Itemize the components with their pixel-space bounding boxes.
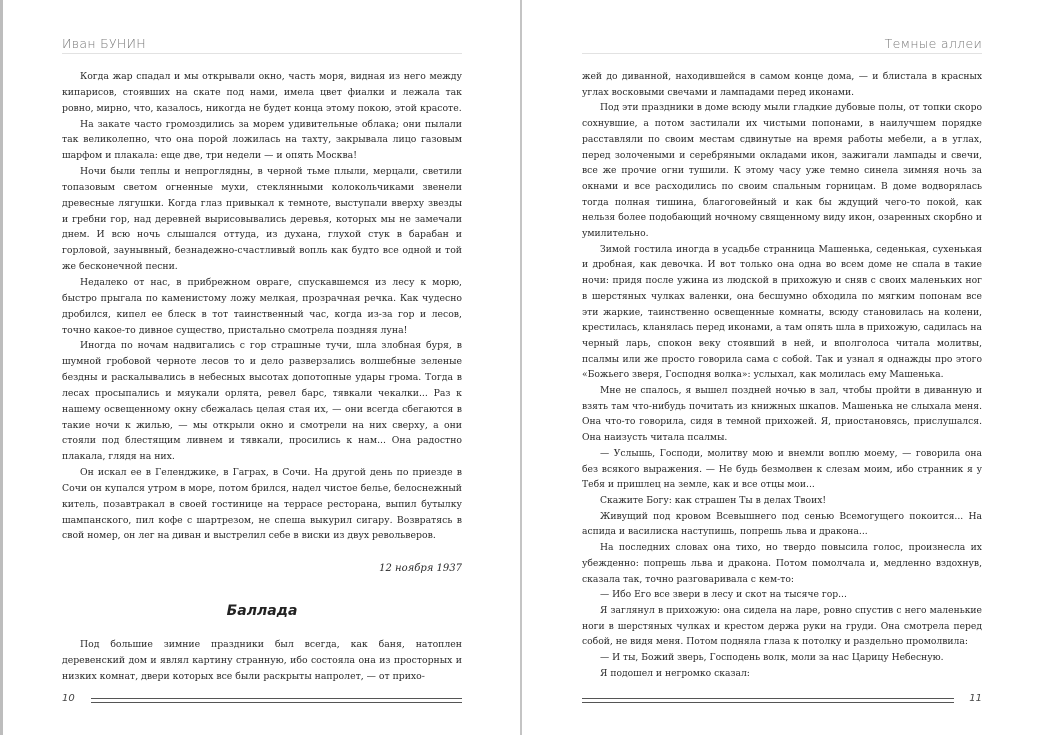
paragraph: — Ибо Его все звери в лесу и скот на тысяче гор... <box>600 589 847 601</box>
paragraph: На последних словах она тихо, но твердо повысила голос, произнесла их убежденно: попрешь льва и дракона. Потом помолчала и, медленно вздохнув, сказала так, точно разговаривала с кем-то: <box>582 542 982 585</box>
paragraph: Скажите Богу: как страшен Ты в делах Твоих! <box>600 494 827 506</box>
paragraph: — И ты, Божий зверь, Господень волк, моли за нас Царицу Небесную. <box>600 652 944 664</box>
page-number: 11 <box>969 693 982 704</box>
paragraph: Когда жар спадал и мы открывали окно, часть моря, видная из него между кипарисов, стоявших на скате под нами, имела цвет фиалки и лежала так ровно, мирно, что, казалось, никогда не будет конца этому покою, этой красоте. <box>62 71 462 114</box>
body-text <box>62 69 462 685</box>
body-text <box>582 69 982 681</box>
left-page <box>62 0 462 735</box>
page-number: 10 <box>62 693 75 704</box>
page-edge-left <box>0 0 3 735</box>
paragraph: Зимой гостила иногда в усадьбе странница Машенька, седенькая, сухенькая и дробная, как девочка. И вот только она одна во всем доме не спала в такие ночи: придя после ужина из людской в прихожую и сняв с своих маленьких ног в шерстяных чулках валенки, она бесшумно обходила по мягким попонам все эти жаркие, таинственно освещенные комнаты, всюду становилась на колени, крестилась, кланялась перед иконами, а там опять шла в прихожую, садилась на черный ларь, спокон веку стоявший в ней, и вполголоса читала молитвы, псалмы или же просто говорила сама с собой. Так и узнал я однажды про этого «Божьего зверя, Господня волка»: услыхал, как молилась ему Машенька. <box>582 243 982 381</box>
right-page <box>582 0 982 735</box>
story-date: 12 ноября 1937 <box>379 563 462 575</box>
paragraph: Ночи были теплы и непроглядны, в черной тьме плыли, мерцали, светили топазовым светом огненные мухи, стеклянными колокольчиками звенели древесные лягушки. Когда глаз привыкал к темноте, выступали вверху звезды и гребни гор, над деревней вырисовывались деревья, которых мы не замечали днем. И всю ночь слышался оттуда, из духана, глухой стук в барабан и горловой, заунывный, безнадежно-счастливый вопль как будто все одной и той же бесконечной песни. <box>62 166 462 273</box>
header-rule <box>62 53 462 54</box>
paragraph: Я подошел и негромко сказал: <box>600 667 750 679</box>
paragraph: Мне не спалось, я вышел поздней ночью в зал, чтобы пройти в диванную и взять там что-нибудь почитать из книжных шкапов. Машенька не слыхала меня. Она что-то говорила, сидя в темной прихожей. Я, приостановясь, прислушался. Она наизусть читала псалмы. <box>582 385 982 444</box>
paragraph: Я заглянул в прихожую: она сидела на ларе, ровно спустив с него маленькие ноги в шерстяных чулках и крестом держа руки на груди. Она смотрела перед собой, не видя меня. Потом подняла глаза к потолку и раздельно промолвила: <box>582 604 982 648</box>
paragraph: — Услышь, Господи, молитву мою и внемли воплю моему, — говорила она без всякого выражения. — Не будь безмолвен к слезам моим, ибо странник я у Тебя и пришлец на земле, как и все отцы мои... <box>582 447 982 491</box>
running-head-author: Иван БУНИН <box>62 36 146 51</box>
story-title: Баллада <box>226 603 298 620</box>
book-gutter <box>520 0 522 735</box>
paragraph: Под большие зимние праздники был всегда, как баня, натоплен деревенский дом и являл картину странную, ибо состояла она из просторных и низких комнат, двери которых все были раскрыты напролет, — от прихо- <box>62 639 462 682</box>
header-rule <box>582 53 982 54</box>
paragraph: Он искал ее в Геленджике, в Гаграх, в Сочи. На другой день по приезде в Сочи он купался утром в море, потом брился, надел чистое белье, белоснежный китель, позавтракал в своей гостинице на террасе ресторана, выпил бутылку шампанского, пил кофе с шартрезом, не спеша выкурил сигару. Возвратясь в свой номер, он лег на диван и выстрелил себе в виски из двух револьверов. <box>62 467 462 542</box>
paragraph: Иногда по ночам надвигались с гор страшные тучи, шла злобная буря, в шумной гробовой черноте лесов то и дело разверзались волшебные зеленые бездны и раскалывались в небесных высотах допотопные удары грома. Тогда в лесах просыпались и мяукали орлята, ревел барс, тявкали чекалки... Раз к нашему освещенному окну сбежалась целая стая их, — они всегда сбегаются в такие ночи к жилью, — мы открыли окно и смотрели на них сверху, а они стояли под блестящим ливнем и тявкали, просились к нам... Она радостно плакала, глядя на них. <box>62 340 462 463</box>
footer-double-rule <box>582 698 954 703</box>
paragraph: Под эти праздники в доме всюду мыли гладкие дубовые полы, от топки скоро сохнувшие, а потом застилали их чистыми попонами, в наилучшем порядке расставляли по своим местам сдвинутые на время работы мебели, а в углах, перед золочеными и серебряными окладами икон, зажигали лампады и свечи, все же прочие огни тушили. К этому часу уже темно синела зимняя ночь за окнами и все расходились по своим спальным горницам. В доме водворялась тогда полная тишина, благоговейный и как бы ждущий чего-то покой, как нельзя более подобающий ночному священному виду икон, озаренных скорбно и умилительно. <box>582 102 982 240</box>
paragraph: Живущий под кровом Всевышнего под сенью Всемогущего покоится... На аспида и василиска наступишь, попрешь льва и дракона... <box>582 510 982 538</box>
paragraph: Недалеко от нас, в прибрежном овраге, спускавшемся из лесу к морю, быстро прыгала по каменистому ложу мелкая, прозрачная речка. Как чудесно дробился, кипел ее блеск в тот таинственный час, когда из-за гор и лесов, точно какое-то дивное существо, пристально смотрела поздняя луна! <box>62 276 462 336</box>
running-head-book-title: Темные аллеи <box>884 36 982 51</box>
footer-double-rule <box>91 698 462 703</box>
paragraph: На закате часто громоздились за морем удивительные облака; они пылали так великолепно, что она порой ложилась на тахту, закрывала лицо газовым шарфом и плакала: еще две, три недели — и опять Москва! <box>62 118 462 162</box>
paragraph: жей до диванной, находившейся в самом конце дома, — и блистала в красных углах восковыми свечами и лампадами перед иконами. <box>582 71 982 98</box>
